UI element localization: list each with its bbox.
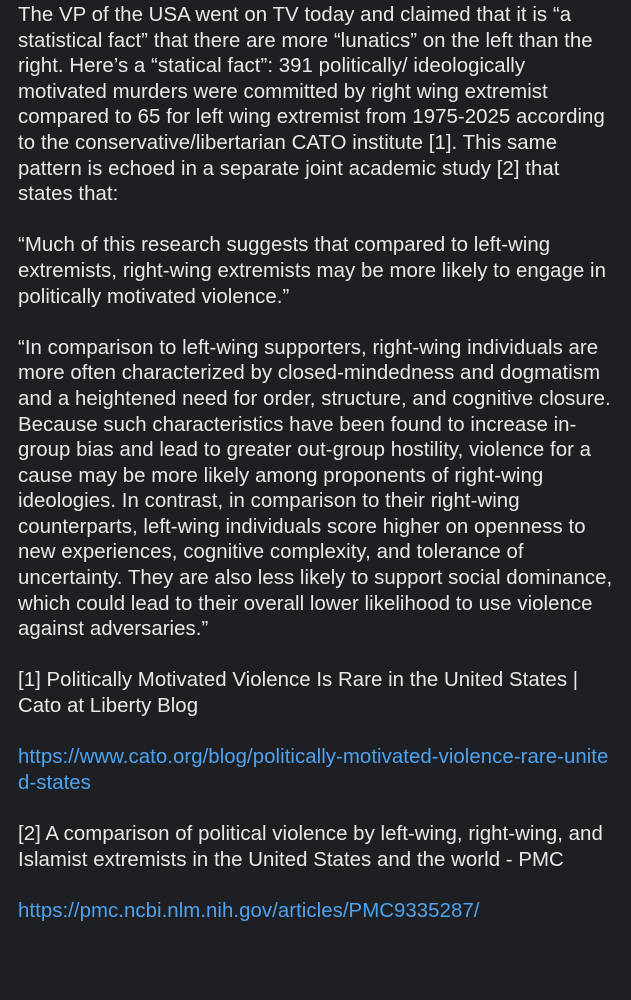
reference-1-title: [1] Politically Motivated Violence Is Rare in the United States | Cato at Liberty Blog xyxy=(18,669,579,718)
reference-1-link[interactable]: https://www.cato.org/blog/politically-motivated-violence-rare-united-states xyxy=(18,746,609,794)
reference-1-link-wrapper xyxy=(18,745,614,796)
reference-2-title: [2] A comparison of political violence by left-wing, right-wing, and Islamist extremists in the United States and the world - PMC xyxy=(18,823,603,871)
quote-paragraph-2: “In comparison to left-wing supporters, right-wing individuals are more often characterized by closed-mindedness and dogmatism and a heightened need for order, structure, and cognitive closure. Because such characteristics have been found to increase in-group bias and lead to greater out-group hostility, violence for a cause may be more likely among proponents of right-wing ideologies. In contrast, in comparison to their right-wing counterparts, left-wing individuals score higher on openness to new experiences, cognitive complexity, and tolerance of uncertainty. They are also less likely to support social dominance, which could lead to their overall lower likelihood to use violence against adversaries.” xyxy=(18,336,613,641)
reference-2-link-wrapper xyxy=(18,899,614,925)
quote-paragraph-1: “Much of this research suggests that compared to left-wing extremists, right-wing extremists may be more likely to engage in politically motivated violence.” xyxy=(18,234,606,308)
reference-2-link[interactable]: https://pmc.ncbi.nlm.nih.gov/articles/PMC9335287/ xyxy=(18,899,480,922)
post-intro-paragraph: The VP of the USA went on TV today and claimed that it is “a statistical fact” that there are more “lunatics” on the left than the right. Here’s a “statical fact”: 391 politically/ ideologically motivated murders were committed by right wing extremist compared to 65 for left wing extremist from 1975-2025 according to the conservative/libertarian CATO institute [1]. This same pattern is echoed in a separate joint academic study [2] that states that: xyxy=(18,4,605,206)
post-body xyxy=(18,3,614,924)
